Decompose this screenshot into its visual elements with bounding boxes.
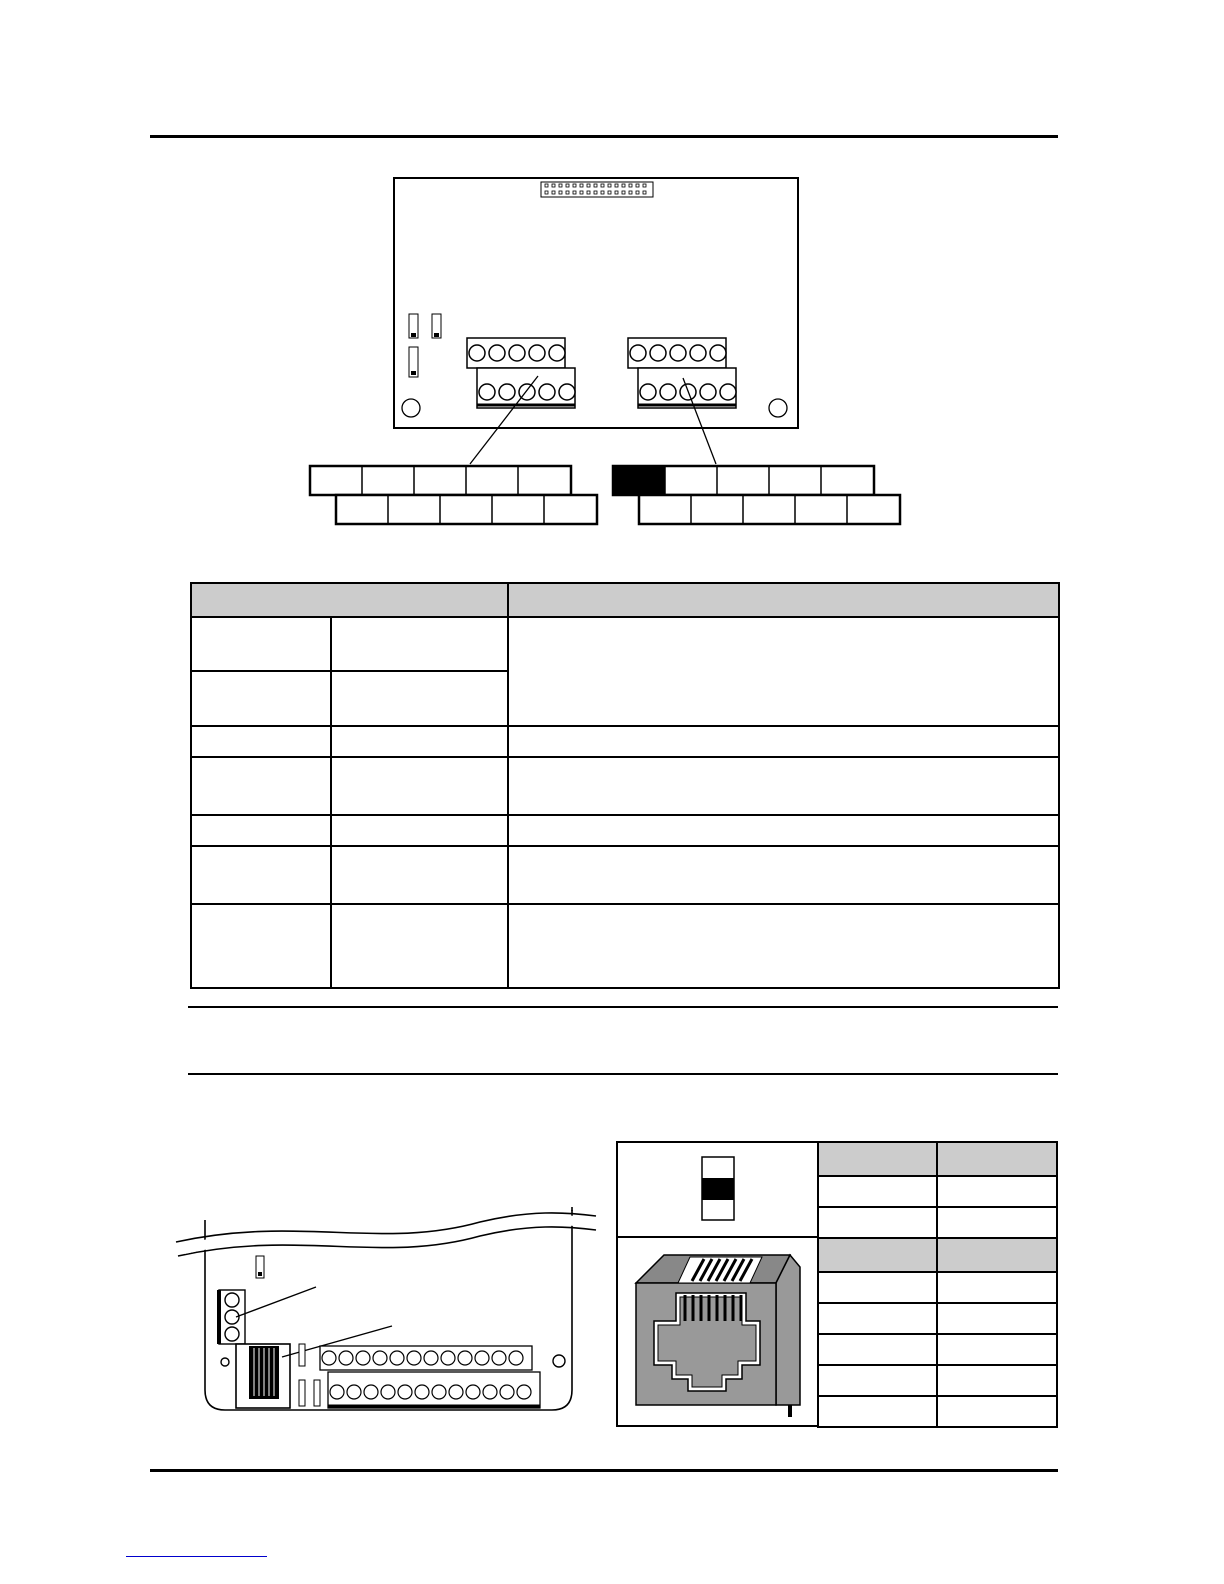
table-row (818, 1142, 1057, 1176)
switch-cell (937, 1176, 1057, 1207)
rj45-cell (818, 1303, 937, 1334)
table-row (818, 1365, 1057, 1396)
rj45-jack-icon (616, 1237, 818, 1427)
table-row (818, 1303, 1057, 1334)
slide-switch-icon (616, 1141, 818, 1236)
switch-header-position (818, 1142, 937, 1176)
switch-header-function (937, 1142, 1057, 1176)
rj45-cell (818, 1396, 937, 1427)
rj45-cell (937, 1272, 1057, 1303)
rj45-cell (937, 1334, 1057, 1365)
rj45-cell (937, 1365, 1057, 1396)
switch-cell (937, 1207, 1057, 1238)
rj45-cell (818, 1334, 937, 1365)
bottom-rule (150, 1469, 1058, 1472)
table-row (818, 1396, 1057, 1427)
rj45-cell (818, 1365, 937, 1396)
table-row (818, 1176, 1057, 1207)
table-row (818, 1207, 1057, 1238)
pinout-panel (616, 1141, 1056, 1427)
footer-link[interactable] (126, 1556, 267, 1557)
switch-cell (818, 1207, 937, 1238)
rj45-cell (937, 1396, 1057, 1427)
rj45-pin-table (817, 1237, 1058, 1428)
rj45-header-signal (937, 1238, 1057, 1272)
rj45-cell (937, 1303, 1057, 1334)
rj45-cell (818, 1272, 937, 1303)
table-row (818, 1334, 1057, 1365)
table-row (818, 1238, 1057, 1272)
table-row (818, 1272, 1057, 1303)
switch-table (817, 1141, 1058, 1239)
switch-cell (818, 1176, 937, 1207)
rj45-header-pin (818, 1238, 937, 1272)
